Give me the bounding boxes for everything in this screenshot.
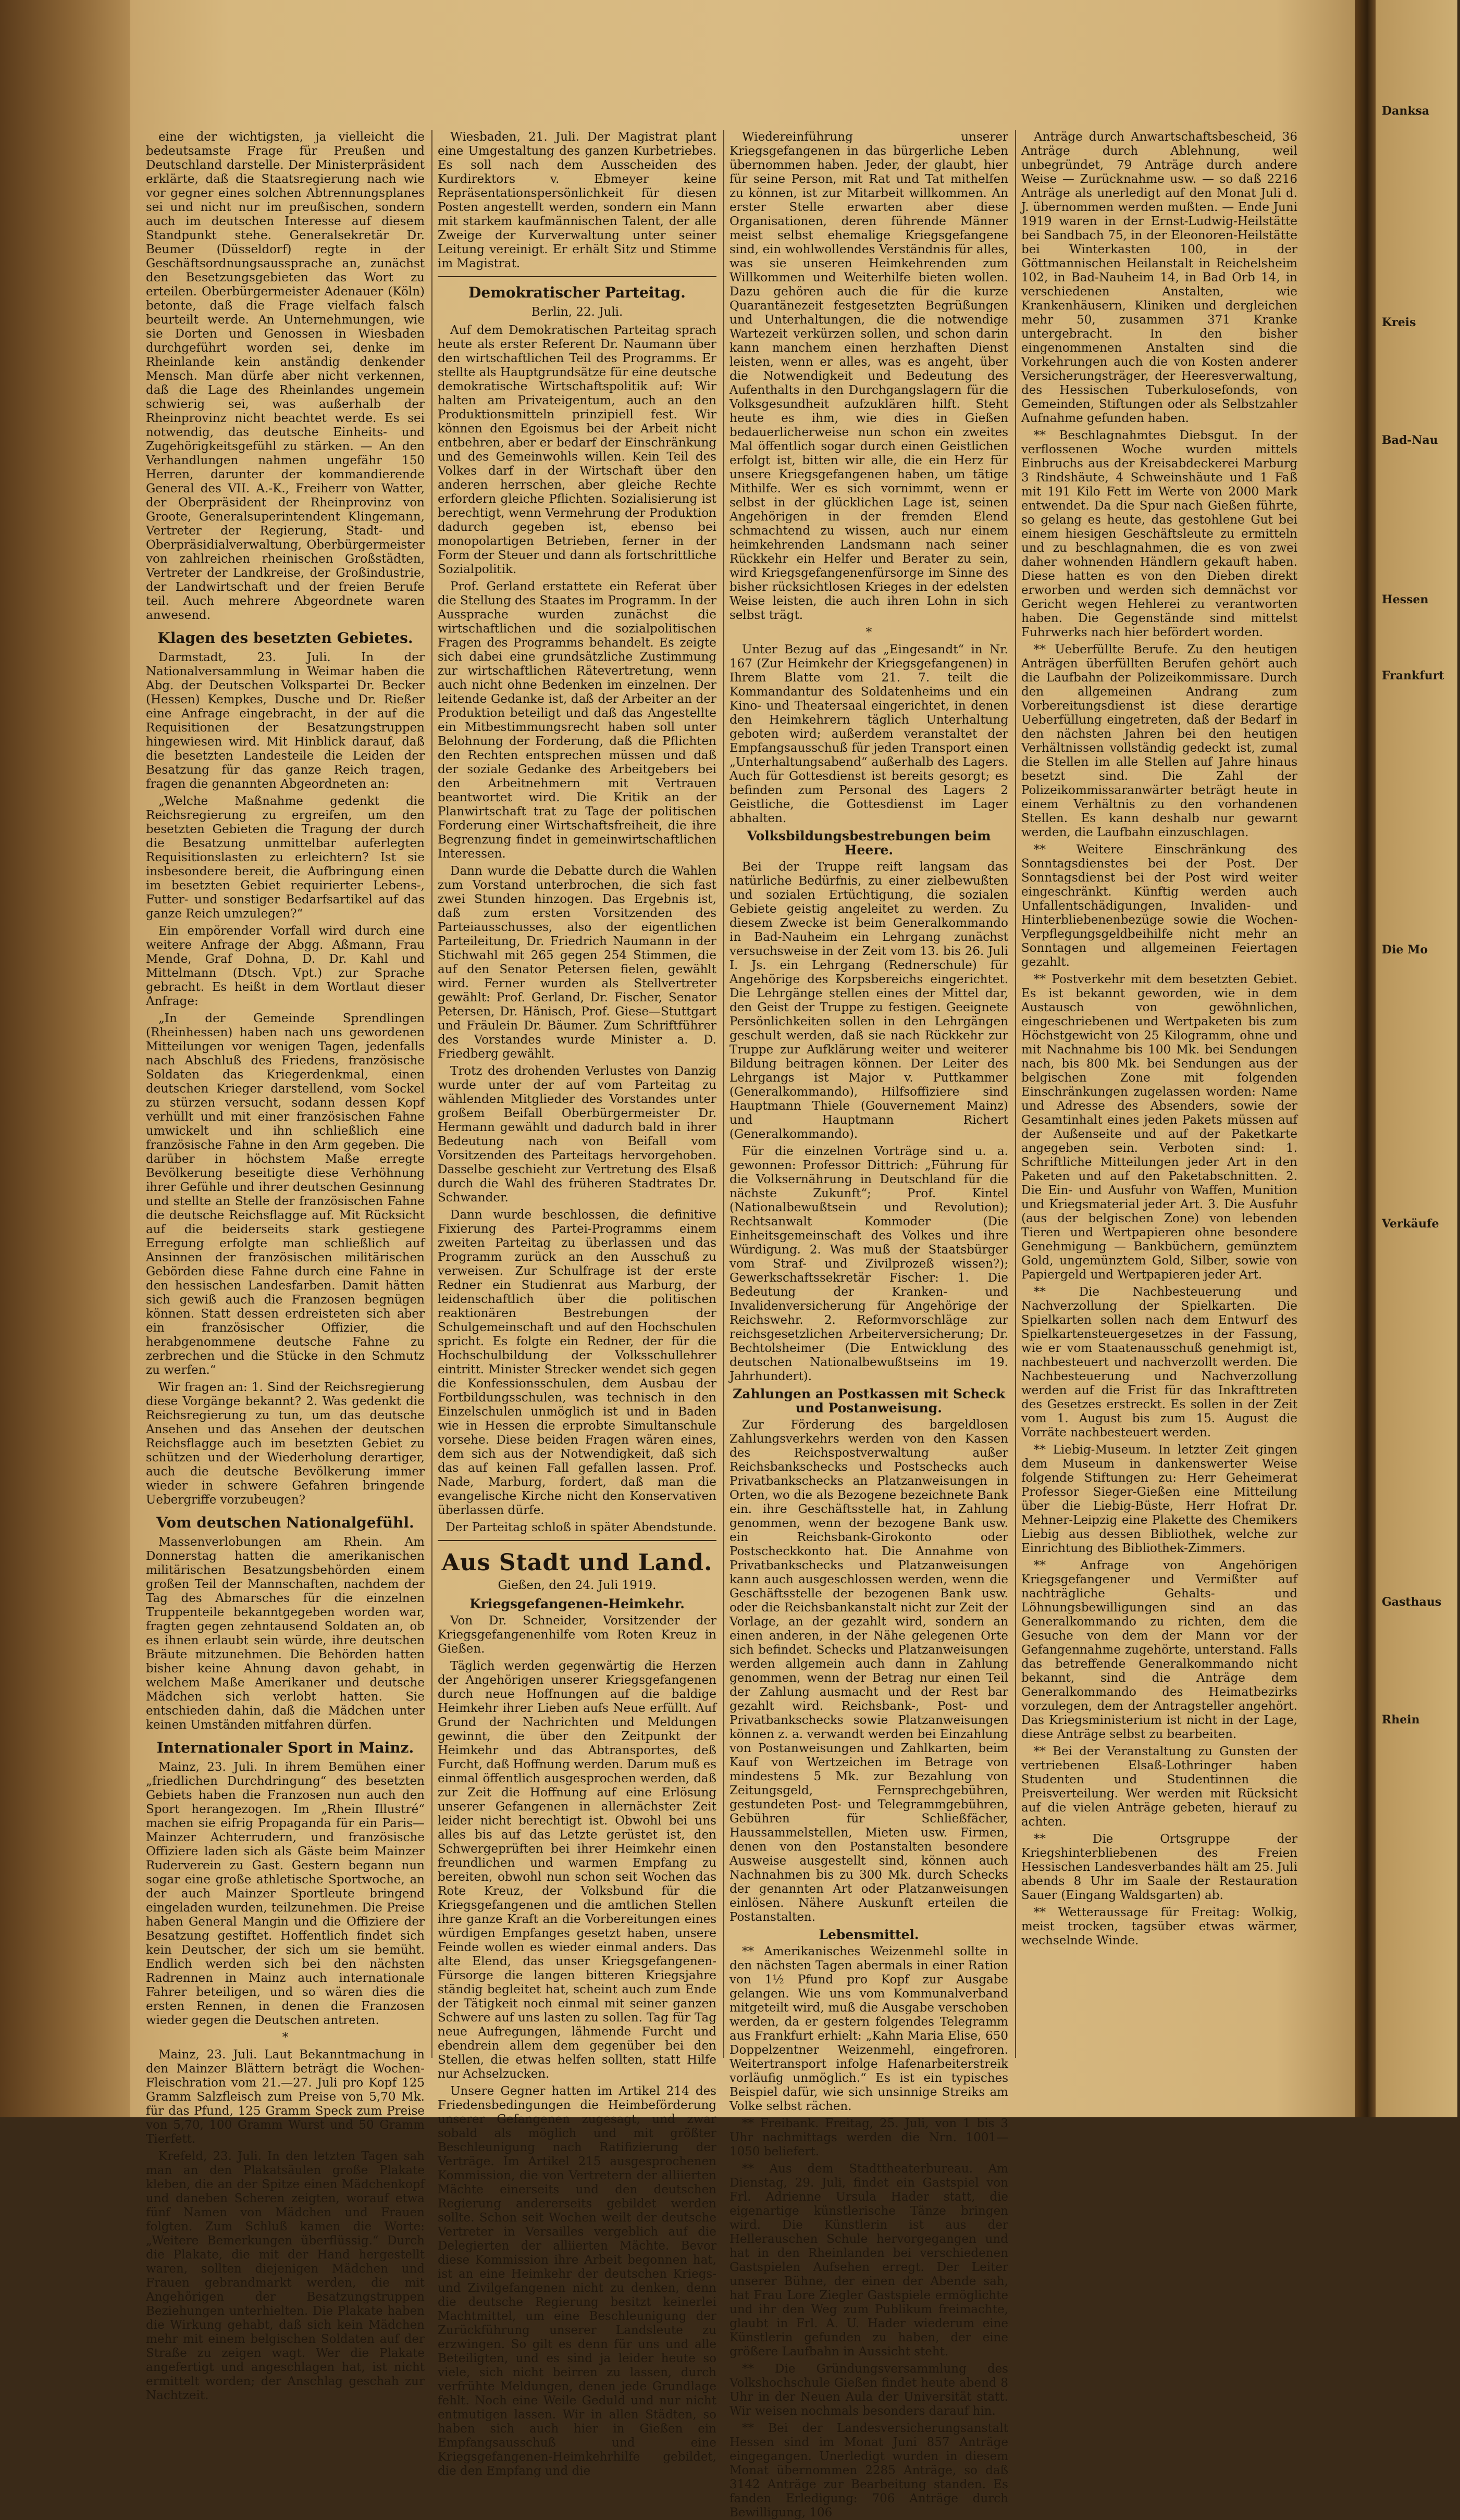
article-spielkarten: ** Die Nachbesteuerung und Nachverzollung der Spielkarten. Die Spielkarten sollen nach dem Entwurf des Spielkartensteuergesetzes in der Fassung, wie er vom Staatenausschuß genehmigt ist, nachbesteuert und nachverzollt werden. Die Nachbesteuerung und Nachverzollung werden auf die Frist für das Inkrafttreten des Gesetzes erstreckt. Es sollen in der Zeit vom 1. August bis zum 15. August die Vorräte nachbesteuert werden. xyxy=(1021,1285,1297,1439)
binding-edge xyxy=(0,0,130,2117)
article-darmstadt-quote: „Welche Maßnahme gedenkt die Reichsregierung zu ergreifen, um den besetzten Gebieten die Tragung der durch die Besatzung unmittelbar auferlegten Requisitionslasten zu erleichtern? Ist sie insbesondere bereit, die Aufbringung einen im besetzten Gebiet requirierter Lebens-, Futter- und sonstiger Bedarfsartikel auf das ganze Reich umzulegen?“ xyxy=(146,795,425,921)
article-national: Massenverlobungen am Rhein. Am Donnerstag hatten die amerikanischen militärischen Besatzungsbehörden einem großen Teil der Mannschaften, nachdem der Tag des Abmarsches für die einzelnen Truppenteile bekanntgegeben worden war, fragten gegen zehntausend Soldaten an, ob es ihnen erlaubt sein würde, ihre deutschen Bräute mitzunehmen. Die Behörden hatten bisher keine Ahnung davon gehabt, in welchem Maße Amerikaner und deutsche Mädchen sich verlobt hatten. Sie entschieden dahin, daß die Mädchen unter keinen Umständen mitfahren dürfen. xyxy=(146,1535,425,1732)
fragment: Danksa xyxy=(1382,104,1430,118)
fragment: Verkäufe xyxy=(1382,1217,1439,1231)
article-zahlungen: Zur Förderung des bargeldlosen Zahlungsverkehrs werden von den Kassen des Reichspostverwaltung außer Reichsbankschecks und Postschecks auch Privatbankschecks an Platzanweisungen in Orten, wo die als Bezogene bezeichnete Bank ein. ihre Geschäftsstelle hat, in Zahlung genommen, wenn der bezogene Bank usw. ein Reichsbank-Girokonto oder Postscheckkonto hat. Die Annahme von Privatbankschecks und Platzanweisungen kann auch ausgeschlossen werden, wenn die Geschäftsstelle der bezogenen Bank usw. oder die Reichsbankanstalt nicht zur Zeit der Vorlage, an der gezahlt wird, sondern an einen anderen, in der Nähe gelegenen Orte sich befindet. Schecks und Platzanweisungen werden allgemein auch dann in Zahlung genommen, wenn der Betrag nur einen Teil der Zahlung ausmacht und der Rest bar gezahlt wird. Reichsbank-, Post- und Privatbankschecks sowie Platzanweisungen können z. a. verwandt werden bei Einzahlung von Postanweisungen und Zahlkarten, beim Kauf von Wertzeichen im Betrage von mindestens 5 Mk. zur Bezahlung von Zeitungsgeld, Fernsprechgebühren, gestundeten Post- und Telegrammgebühren, Gebühren für Schließfächer, Haussammelstellen, Mieten usw. Firmen, denen von den Postanstalten besondere Ausweise ausgestellt sind, können auch Nachnahmen bis zu 300 Mk. durch Schecks der genannten Art oder Platzanweisungen einlösen. Nähere Auskunft erteilen die Postanstalten. xyxy=(729,1418,1008,1924)
fragment: Gasthaus xyxy=(1382,1595,1442,1609)
fragment: Kreis xyxy=(1382,316,1416,329)
fragment: Frankfurt xyxy=(1382,669,1444,682)
article-volk-1: Bei der Truppe reift langsam das natürliche Bedürfnis, zu einer zielbewußten und sozialen Ertüchtigung, die sozialen Gebiete geistig angeleitet zu werden. Zu diesem Zwecke ist beim Generalkommando in Bad-Nauheim ein Lehrgang zunächst versuchsweise in der Zeit vom 13. bis 26. Juli I. Js. ein Lehrgang (Rednerschule) für Angehörige des Korpsbereichs eingerichtet. Die Lehrgänge stellen eines der Mittel dar, den Geist der Truppe zu festigen. Geeignete Persönlichkeiten sollen in den Lehrgängen geschult werden, daß sie nach Rückkehr zur Truppe zur Aufklärung weiter und weiterer Bildung beitragen können. Der Leiter des Lehrgangs ist Major v. Puttkammer (Generalkommando), Hilfsoffiziere sind Hauptmann Thiele (Gouvernement Mainz) und Hauptmann Richert (Generalkommando). xyxy=(729,860,1008,1141)
divider xyxy=(438,276,716,277)
article-wiesbaden: Wiesbaden, 21. Juli. Der Magistrat plant eine Umgestaltung des ganzen Kurbetriebes. Es soll nach dem Ausscheiden des Kurdirektors v. Ebmeyer keine Repräsentationspersönlichkeit für diesen Posten angestellt werden, sondern ein Mann mit starkem kaufmännischen Talent, der alle Zweige der Kurverwaltung unter seiner Leitung vereinigt. Er erhält Sitz und Stimme im Magistrat. xyxy=(438,130,716,270)
article-mainz-fleisch: Mainz, 23. Juli. Laut Bekanntmachung in den Mainzer Blättern beträgt die Wochen-Fleischration vom 21.—27. Juli pro Kopf 125 Gramm Salzfleisch zum Preise von 5,70 Mk. für das Pfund, 125 Gramm Speck zum Preise von 5,70, 100 Gramm Wurst und 50 Gramm Tierfett. xyxy=(146,2048,425,2146)
fragment: Bad-Nau xyxy=(1382,433,1438,447)
column-rule xyxy=(1015,130,1016,2058)
article-volk-2: Für die einzelnen Vorträge sind u. a. gewonnen: Professor Dittrich: „Führung für die Volksernährung in Deutschland für die nächste Zukunft“; Prof. Kintel (Nationalbewußtsein und Revolution); Rechtsanwalt Kommoder (Die Einheitsgemeinschaft des Volkes und ihre Würdigung. 2. Was muß der Staatsbürger vom Straf- und Zivilprozeß wissen?); Gewerkschaftssekretär Fischer: 1. Die Bedeutung der Kranken- und Invalidenversicherung für Angehörige der Reichswehr. 2. Reformvorschläge zur reichsgesetzlichen Arbeiterversicherung; Dr. Bechtolsheimer (Die Entwicklung des deutschen Nationalbewußtseins im 19. Jahrhundert). xyxy=(729,1145,1008,1383)
fragment: Rhein xyxy=(1382,1713,1420,1727)
page-fold xyxy=(1355,0,1376,2117)
article-vorfall: Ein empörender Vorfall wird durch eine weitere Anfrage der Abgg. Aßmann, Frau Mende, Graf Dohna, D. Dr. Kahl und Mittelmann (Dtsch. Vpt.) zur Sprache gebracht. Es heißt in dem Wortlaut dieser Anfrage: xyxy=(146,924,425,1008)
article-heilstaetten: Anträge durch Anwartschaftsbescheid, 36 Anträge durch Ablehnung, weil unbegründet, 79 Anträge durch andere Weise — Zurücknahme usw. — so daß 2216 Anträge als unerledigt auf den Monat Juli d. J. übernommen werden mußten. — Ende Juni 1919 waren in der Ernst-Ludwig-Heilstätte bei Sandbach 75, in der Eleonoren-Heilstätte bei Winterkasten 100, in der Göttmannischen Heilanstalt in Reichelsheim 102, in Bad-Nauheim 14, in Bad Orb 14, in verschiedenen Anstalten, wie Krankenhäusern, Kliniken und dergleichen mehr 50, zusammen 371 Kranke untergebracht. In den bisher eingenommenen Anstalten sind die Vorkehrungen auch die von Kosten anderer Versicherungsträger, der Heeresverwaltung, des Hessischen Tuberkulosefonds, von Gemeinden, Stiftungen oder als Selbstzahler Aufnahme gefunden haben. xyxy=(1021,130,1297,425)
article-weizenmehl: ** Amerikanisches Weizenmehl sollte in den nächsten Tagen abermals in einer Ration von 1½ Pfund pro Kopf zur Ausgabe gelangen. Wie uns vom Kommunalverband mitgeteilt wird, muß die Ausgabe verschoben werden, da er gestern folgendes Telegramm aus Frankfurt erhielt: „Kahn Maria Elise, 650 Doppelzentner Weizenmehl, eingefroren. Weitertransport infolge Hafenarbeiterstreik vorläufig unmöglich.“ Es ist ein typisches Beispiel dafür, wie sich unsinnige Streiks am Volke selbst rächen. xyxy=(729,1945,1008,2113)
column-1 xyxy=(146,130,425,2402)
article-sonntagsdienst: ** Weitere Einschränkung des Sonntagsdienstes bei der Post. Der Sonntagsdienst bei der Post wird weiter eingeschränkt. Künftig werden auch Unfallentschädigungen, Invaliden- und Hinterbliebenenbezüge sowie die Wochen-Verpflegungsgeldbeihilfe nicht mehr an Sonntagen und allgemeinen Feiertagen gezahlt. xyxy=(1021,843,1297,969)
article-demo-4: Trotz des drohenden Verlustes von Danzig wurde unter der auf vom Parteitag zu wählenden Mitglieder des Vorstandes unter großem Beifall Oberbürgermeister Dr. Hermann gewählt und dadurch bald in ihrer Bedeutung nach von Beifall vom Vorsitzenden des Parteitags hervorgehoben. Dasselbe geschieht zur Vertretung des Elsaß durch die Wahl des früheren Stadtrates Dr. Schwander. xyxy=(438,1064,716,1205)
article-angehoerige: ** Anfrage von Angehörigen Kriegsgefangener und Vermißter auf nachträgliche Gehalts- und Löhnungsbewilligungen sind an das Generalkommando zu richten, dem die Gesuche von dem der Mann vor der Gefangennahme zugehörte, unterstand. Falls das betreffende Generalkommando nicht bekannt, sind die Anträge dem Generalkommando des Heimatbezirks vorzulegen, dem der Antragsteller angehört. Das Kriegsministerium ist nicht in der Lage, diese Anträge selbst zu bearbeiten. xyxy=(1021,1559,1297,1741)
article-diebsgut: ** Beschlagnahmtes Diebsgut. In der verflossenen Woche wurden mittels Einbruchs aus der Kreisabdeckerei Marburg 3 Rindshäute, 4 Schweinshäute und 1 Faß mit 191 Kilo Fett im Werte von 2000 Mark entwendet. Da die Spur nach Gießen führte, so gelang es heute, das gestohlene Gut bei einem hiesigen Geschäftsleute zu ermitteln und zu beschlagnahmen, die es von zwei daher wohnenden Händlern gekauft haben. Diese hatten es von den Dieben direkt erworben und werden sich demnächst vor Gericht wegen Hehlerei zu verantworten haben. Die Gegenstände sind mittelst Fuhrwerks nach hier befördert worden. xyxy=(1021,429,1297,639)
adjacent-page-fragments xyxy=(1382,104,1460,1734)
heading-kriegsgefangenen: Kriegsgefangenen-Heimkehr. xyxy=(469,1596,685,1611)
separator-star: * xyxy=(865,626,872,639)
article-darmstadt: Darmstadt, 23. Juli. In der Nationalversammlung in Weimar haben die Abg. der Deutschen Volkspartei Dr. Becker (Hessen) Kempkes, Dusche und Dr. Rießer eine Anfrage eingebracht, in der auf die Requisitionen der Besatzungstruppen hingewiesen wird. Mit Hinblick darauf, daß die besetzten Landesteile die Leiden der Besatzung für das ganze Reich tragen, fragen die genannten Abgeordneten an: xyxy=(146,651,425,791)
article-demo-end: Der Parteitag schloß in später Abendstunde. xyxy=(446,1521,716,1534)
article-kriegs-3: Unsere Gegner hatten im Artikel 214 des Friedensbedingungen die Heimbeförderung unserer Gefangenen zugesagt, und zwar sobald als möglich und mit größter Beschleunigung nach Ratifizierung der Verträge. Im Artikel 215 ausgesprochenen Kommission, die von Vertretern der alliierten Mächte einerseits und den deutschen Regierung andererseits gebildet werden sollte. Schon seit Wochen weilt der deutsche Vertreter in Versailles vergeblich auf die Delegierten der alliierten Mächte. Bevor diese Kommission ihre Arbeit begonnen hat, ist an eine Heimkehr der deutschen Kriegs- und Zivilgefangenen nicht zu denken, denn die deutsche Regierung besitzt keinerlei Machtmittel, um eine Beschleunigung der Zurückführung unserer Landsleute zu erzwingen. So gilt es denn für uns und alle Beteiligten, und es sind ja leider heute so viele, sich nicht beirren zu lassen, durch verfrühte Meldungen, denen jede Grundlage fehlt. Noch eine Weile Geduld und nur nicht entmutigen lassen. Wir in allen Städten, so haben sich auch hier in Gießen ein Empfangsausschuß und eine Kriegsgefangenen-Heimkehrhilfe gebildet, die den Empfang und die xyxy=(438,2084,716,2478)
article-krefeld: Krefeld, 23. Juli. In den letzten Tagen sah man an den Plakatsäulen große Plakate kleben, die an der Spitze einen Mädchenkopf und daneben Scheren zeigten, worauf etwa fünf Namen von Mädchen und Frauen folgten. Zum Schluß kamen die Worte: „Weitere Bemerkungen überflüssig.“ Durch die Plakate, die mit der Hand hergestellt waren, sollten diejenigen Mädchen und Frauen gebrandmarkt werden, die mit Angehörigen der Besatzungstruppen Beziehungen unterhielten. Die Plakate haben die Wirkung gehabt, daß sich kein Mädchen mehr mit einem belgischen Soldaten auf der Straße zu zeigen wagt. Wer die Plakate angefertigt und angeschlagen hat, ist nicht ermittelt worden; der Anschlag geschah zur Nachtzeit. xyxy=(146,2150,425,2402)
article-stadttheater: ** Aus dem Stadttheaterbureau. Am Dienstag, 29. Juli, findet ein Gastspiel von Frl. Adrienne Ursula Hader statt, die eigenartige künstlerische Tänze bringen wird. Die Künstlerin ist aus der Hellerauschen Schule hervorgegangen und hat in den Rheinlanden bei verschiedenen Gastspielen Aufsehen erregt. Der Leiter unserer Bühne, der einen der Abende sah, hat Frau Lore Ziegler Gastspiele ermöglichte und ihr den Weg zum Publikum freimachte, glaubt in Frl. A. U. Hader wiederum eine Künstlerin gefunden zu haben, der eine größere Laufbahn in Aussicht steht. xyxy=(729,2162,1008,2358)
column-3 xyxy=(729,130,1008,2519)
article-ortsgruppe: ** Die Ortsgruppe der Kriegshinterbliebenen des Freien Hessischen Landesverbandes hält am 25. Juli abends 8 Uhr im Saale der Restauration Sauer (Eingang Waldsgarten) ab. xyxy=(1021,1832,1297,1902)
newspaper-page xyxy=(130,0,1376,2519)
article-demo-3: Dann wurde die Debatte durch die Wahlen zum Vorstand unterbrochen, die sich fast zwei Stunden hinzogen. Das Ergebnis ist, daß zum ersten Vorsitzenden des Parteiausschusses, also der eigentlichen Parteileitung, Dr. Friedrich Naumann in der Stichwahl mit 265 gegen 254 Stimmen, die auf den Senator Petersen fielen, gewählt wird. Ferner wurden als Stellvertreter gewählt: Prof. Gerland, Dr. Fischer, Senator Petersen, Dr. Hänisch, Prof. Giese—Stuttgart und Fräulein Dr. Bäumer. Zum Schriftführer des Vorstandes wurde Minister a. D. Friedberg gewählt. xyxy=(438,864,716,1061)
heading-demokratischer-parteitag: Demokratischer Parteitag. xyxy=(468,284,686,301)
article-wetter: ** Wetteraussage für Freitag: Wolkig, meist trocken, tagsüber etwas wärmer, wechselnde Winde. xyxy=(1021,1906,1297,1947)
heading-stadt-und-land: Aus Stadt und Land. xyxy=(441,1549,713,1576)
article-sprendlingen: „In der Gemeinde Sprendlingen (Rheinhessen) haben nach uns gewordenen Mitteilungen vor wenigen Tagen, jedenfalls nach Abschluß des Friedens, französische Soldaten das Kriegerdenkmal, einen deutschen Krieger darstellend, vom Sockel zu stürzen versucht, sodann dessen Kopf verhüllt und mit einer französischen Fahne umwickelt und ihn schließlich eine französische Fahne in den Arm gegeben. Die darüber in höchstem Maße erregte Bevölkerung beseitigte diese Verhöhnung ihrer Gefühle und ihrer deutschen Gesinnung und stellte an Stelle der französischen Fahne die deutsche Reichsflagge auf. Mit Rücksicht auf die beiderseits stark gestiegene Erregung erfolgte man schließlich auf Ansinnen der französischen militärischen Gebörden diese Fahne durch eine Fahne in den hessischen Landesfarben. Damit hätten sich gewiß auch die Franzosen begnügen können. Statt dessen erdreisteten sich aber ein französischer Offizier, die herabgenommene deutsche Fahne zu zerbrechen und die Stücke in den Schmutz zu werfen.“ xyxy=(146,1012,425,1377)
fragment: Die Mo xyxy=(1382,943,1428,957)
article-kriegs-continued: Wiedereinführung unserer Kriegsgefangenen in das bürgerliche Leben übernommen haben. Jeder, der glaubt, hier für seine Person, mit Rat und Tat mithelfen zu können, ist zur Mitarbeit willkommen. An erster Stelle erwarten aber diese Organisationen, deren führende Männer meist selbst ehemalige Kriegsgefangene sind, ein wohlwollendes Verständnis für alles, was sie unseren Heimkehrenden zum Willkommen und Weiterhilfe bieten wollen. Dazu gehören auch die für die kurze Quarantänezeit festgesetzten Begrüßungen und Unterhaltungen, die die notwendige Wartezeit verkürzen sollen, und schon darin kann manchem einen herzhaften Dienst leisten, wenn er alles, was es angeht, über die Notwendigkeit und Bedeutung des Aufenthalts in den Durchgangslagern für die Volksgesundheit aufzuklären hilft. Steht heute es ihm, wie dies in Gießen bedauerlicherweise nun schon ein zweites Mal öffentlich sogar durch einen Geistlichen erfolgt ist, bitten wir alle, die ein Herz für unsere Kriegsgefangenen haben, um tätige Mithilfe. Wer es sich vornimmt, wenn er selbst in der glücklichen Lage ist, seinen Angehörigen in der fremden Elend schmachtend zu wissen, auch nur einem heimkehrenden Landsmann nach seiner Rückkehr ein Helfer und Berater zu sein, wird Kriegsgefangenenfürsorge im Sinne des bisher rücksichtlosen Krieges in der edelsten Weise leisten, die auch ihren Lohn in sich selbst trägt. xyxy=(729,130,1008,622)
article-eingesandt: Unter Bezug auf das „Eingesandt“ in Nr. 167 (Zur Heimkehr der Kriegsgefangenen) in Ihrem Blatte vom 21. 7. teilt die Kommandantur des Soldatenheims und ein Kino- und Theatersaal eingerichtet, in denen den Heimkehrern täglich Unterhaltung geboten wird; außerdem veranstaltet der Empfangsausschuß für jeden Transport einen „Unterhaltungsabend“ außerhalb des Lagers. Auch für Gottesdienst ist bereits gesorgt; es befinden zum Personal des Lagers 2 Geistliche, die Gottesdienst im Lager abhalten. xyxy=(729,643,1008,825)
article-fragen: Wir fragen an: 1. Sind der Reichsregierung diese Vorgänge bekannt? 2. Was gedenkt die Reichsregierung zu tun, um das deutsche Ansehen und das Ansehen der deutschen Reichsflagge auch im besetzten Gebiet zu schützen und der Wiederholung derartiger, auch die deutsche Bevölkerung immer wieder in schwere Gefahren bringende Uebergriffe vorzubeugen? xyxy=(146,1381,425,1507)
article-demo-5: Dann wurde beschlossen, die definitive Fixierung des Partei-Programms einem zweiten Parteitag zu überlassen und das Programm zurück an den Ausschuß zu verweisen. Zur Schulfrage ist der erste Redner ein Studienrat aus Marburg, der leidenschaftlich über die politischen reaktionären Bestrebungen der Schulgemeinschaft und auf den Hochschulen spricht. Es folgte ein Redner, der für die Hochschulbildung der Volksschullehrer eintritt. Minister Strecker wendet sich gegen die Konfessionsschulen, dem Ausbau der Fortbildungsschulen, was technisch in den Einzelschulen unmöglich ist und in Baden wie in Hessen die erprobte Simultanschule vorsehe. Diese beiden Fragen wären eines, dem sich aus der Notwendigkeit, daß sich das auf keinen Fall gefallen lassen. Prof. Nade, Marburg, fordert, daß man die evangelische Kirche nicht den Konservativen überlassen dürfe. xyxy=(438,1208,716,1517)
divider xyxy=(438,1540,716,1541)
article-kriegs-byline: Von Dr. Schneider, Vorsitzender der Kriegsgefangenenhilfe vom Roten Kreuz in Gießen. xyxy=(438,1614,716,1656)
article-berufe: ** Ueberfüllte Berufe. Zu den heutigen Anträgen überfüllten Berufen gehört auch die Laufbahn der Polizeikommissare. Durch den allgemeinen Andrang zum Vorbereitungsdienst ist diese derartige Ueberfüllung eingetreten, daß der Bedarf in den nächsten Jahren bei den heutigen Verhältnissen vollständig gedeckt ist, zumal die Stellen im alle Stellen auf Jahre hinaus besetzt sind. Die Zahl der Polizeikommissaranwärter beträgt heute in einem Verhältnis zu den vorhandenen Stellen. Es kann deshalb nur gewarnt werden, die Laufbahn einzuschlagen. xyxy=(1021,643,1297,839)
column-rule xyxy=(431,130,432,2058)
column-4 xyxy=(1021,130,1297,2084)
article-liebig-museum: ** Liebig-Museum. In letzter Zeit gingen dem Museum in dankenswerter Weise folgende Stiftungen zu: Herr Geheimerat Professor Sieger-Gießen eine Mitteilung über die Liebig-Büste, Herr Hofrat Dr. Mehner-Leipzig eine Plakette des Chemikers Liebig aus dessen Bibliothek, welche zur Einrichtung des Bibliothek-Zimmers. xyxy=(1021,1443,1297,1555)
article-elsass: ** Bei der Veranstaltung zu Gunsten der vertriebenen Elsaß-Lothringer haben Studenten und Studentinnen die Preisverteilung. Wer werden mit Rücksicht auf die vielen Anträge gebeten, hierauf zu achten. xyxy=(1021,1745,1297,1829)
article-freibank: ** Freibank. Freitag, 25. Juli, von 1 bis 3 Uhr nachmittags werden die Nrn. 1001—1050 beliefert. xyxy=(729,2117,1008,2158)
article-demo-1: Auf dem Demokratischen Parteitag sprach heute als erster Referent Dr. Naumann über den wirtschaftlichen Teil des Programms. Er stellte als Hauptgrundsätze für eine deutsche demokratische Wirtschaftspolitik auf: Wir halten am Privateigentum, auch an den Produktionsmitteln prinzipiell fest. Wir können den Egoismus bei der Arbeit nicht entbehren, aber er bedarf der Einschränkung und des Gemeinwohls willen. Kein Teil des Volkes darf in der Wirtschaft über den anderen herrschen, aber gleiche Rechte erfordern gleiche Pflichten. Sozialisierung ist berechtigt, wenn Vermehrung der Produktion dadurch gegeben ist, ebenso bei monopolartigen Betrieben, ferner in der Form der Steuer und dann als fortschrittliche Sozialpolitik. xyxy=(438,324,716,576)
article-rheinland-intro: eine der wichtigsten, ja vielleicht die bedeutsamste Frage für Preußen und Deutschland darstelle. Der Ministerpräsident erklärte, daß die Staatsregierung nach wie vor gegner eines solchen Abtrennungsplanes sei und nicht nur im preußischen, sondern auch im deutschen Interesse auf diesem Standpunkt stehe. Generalsekretär Dr. Beumer (Düsseldorf) regte in der Geschäftsordnungsaussprache an, zunächst den Besetzungsgebieten das Wort zu erteilen. Oberbürgermeister Adenauer (Köln) betonte, daß die Frage vielfach falsch beurteilt werde. An Unternehmungen, wie sie Dorten und Genossen in Wiesbaden durchgeführt worden sei, denke im Rheinlande kein anständig denkender Mensch. Man dürfe aber nicht verkennen, daß die Lage des Rheinlandes ungemein schwierig sei, was außerhalb der Rheinprovinz nicht beachtet werde. Es sei notwendig, das deutsche Einheits- und Zugehörigkeitsgefühl zu stärken. — An den Verhandlungen nahmen ungefähr 150 Herren, darunter der kommandierende General des VII. A.-K., Freiherr von Watter, der Oberpräsident der Rheinprovinz von Groote, Generalsuperintendent Klingemann, Vertreter der Regierung, Stadt- und Oberpräsidialverwaltung, Oberbürgermeister von zahlreichen rheinischen Großstädten, Vertreter der Landkreise, der Großindustrie, der Landwirtschaft und der freien Berufe teil. Auch mehrere Abgeordnete waren anwesend. xyxy=(146,130,425,622)
article-postverkehr: ** Postverkehr mit dem besetzten Gebiet. Es ist bekannt geworden, wie in dem Austausch von gewöhnlichen, eingeschriebenen und Wertpaketen bis zum Höchstgewicht von 25 Kilogramm, ohne und mit Nachnahme bis 100 Mk. bei Sendungen nach, bis 800 Mk. bei Sendungen aus der belgischen Zone mit folgenden Einschränkungen zugelassen worden: Name und Adresse des Absenders, sowie der Gesamtinhalt eines jeden Pakets müssen auf der Außenseite und auf der Paketkarte angegeben sein. Verboten sind: 1. Schriftliche Mitteilungen jeder Art in den Paketen und auf den Paketabschnitten. 2. Die Ein- und Ausfuhr von Waffen, Munition und Kriegsmaterial jeder Art. 3. Die Ausfuhr (aus der belgischen Zone) von lebenden Tieren und Wertpapieren ohne besondere Genehmigung — Bankbüchern, gemünztem Gold, ungemünztem Gold, Silber, sowie von Papiergeld und Wertpapieren jeder Art. xyxy=(1021,973,1297,1282)
separator-star: * xyxy=(282,2031,289,2044)
dateline-giessen: Gießen, den 24. Juli 1919. xyxy=(498,1579,657,1592)
article-landesversicherung: ** Bei der Landesversicherungsanstalt Hessen sind im Monat Juni 857 Anträge eingegangen. Unerledigt wurden in diesem Monat übernommen 2285 Anträge, so daß 3142 Anträge zur Bearbeitung standen. Es fanden Erledigung: 706 Anträge durch Bewilligung, 106 xyxy=(729,2422,1008,2519)
article-sport: Mainz, 23. Juli. In ihrem Bemühen einer „friedlichen Durchdringung“ des besetzten Gebiets haben die Franzosen nun auch den Sport herangezogen. Im „Rhein Illustré“ machen sie eifrig Propaganda für ein Paris—Mainzer Achterrudern, und französische Offiziere laden sich als Gäste beim Mainzer Ruderverein zu Gast. Gestern begann nun sogar eine große athletische Sportwoche, an der auch Mainzer Sportleute bringend eingeladen wurden, teilzunehmen. Die Preise haben General Mangin und die Offiziere der Besatzung gestiftet. Hoffentlich findet sich kein Deutscher, der sich um sie bemüht. Endlich werden sich bei den nächsten Radrennen in Mainz auch internationale Fahrer beteiligen, und so wären dies die ersten Rennen, in denen die Franzosen wieder gegen die Deutschen antreten. xyxy=(146,1760,425,2027)
heading-lebensmittel: Lebensmittel. xyxy=(819,1927,919,1942)
article-volkshochschule: ** Die Gründungsversammlung des Volkshochschule Gießen findet heute abend 8 Uhr in der Neuen Aula der Universität statt. Wir weisen nochmals besonders darauf hin. xyxy=(729,2362,1008,2418)
column-2 xyxy=(438,130,717,2478)
heading-zahlungen: Zahlungen an Postkassen mit Scheck und Postanweisung. xyxy=(733,1386,1005,1416)
article-kriegs-2: Täglich werden gegenwärtig die Herzen der Angehörigen unserer Kriegsgefangenen durch neue Hoffnungen auf die baldige Heimkehr ihrer Lieben aufs Neue erfüllt. Auf Grund der Nachrichten und Meldungen gewinnt, die über den Zeitpunkt der Heimkehr und das Abtransportes, deß Furcht, daß Hoffnung werden. Darum muß es einmal öffentlich ausgesprochen werden, daß zur Zeit die Hoffnung auf eine Erlösung unserer Gefangenen in allernächster Zeit leider nicht berechtigt ist. Obwohl bei uns alles bis auf das Letzte gerüstet ist, den Schwergeprüften bei ihrer Heimkehr einen freundlichen und warmen Empfang zu bereiten, obwohl nun schon seit Wochen das Rote Kreuz, der Volksbund für die Kriegsgefangenen und die amtlichen Stellen ihre ganze Kraft an die Vorbereitungen eines würdigen Empfanges gesetzt haben, unsere Feinde wollen es wieder einmal anders. Das alte Elend, das unser Kriegsgefangenen-Fürsorge die langen bitteren Kriegsjahre ständig begleitet hat, scheint auch zum Ende der Tätigkeit noch einmal mit seiner ganzen Schwere auf uns lasten zu sollen. Tag für Tag neue Aufregungen, lähmende Furcht und ebendrein allem dem gegenüber bei den Stellen, die etwas helfen sollten, statt Hilfe nur Achselzucken. xyxy=(438,1659,717,2081)
dateline-berlin: Berlin, 22. Juli. xyxy=(531,305,623,319)
heading-national: Vom deutschen Nationalgefühl. xyxy=(156,1514,414,1531)
adjacent-page xyxy=(1376,0,1457,2117)
article-demo-2: Prof. Gerland erstattete ein Referat über die Stellung des Staates im Programm. In der Aussprache wurden zunächst die wirtschaftlichen und die sozialpolitischen Fragen des Programms behandelt. Es zeigte sich dabei eine grundsätzliche Zustimmung zur wirtschaftlichen Rätevertretung, wenn auch nicht ohne Bedenken im einzelnen. Der leitende Gedanke ist, daß der Arbeiter an der Produktion beteiligt und daß das Angestellte ein Mitbestimmungsrecht haben soll unter Belohnung der Forderung, daß die Pflichten den Rechten entsprechen müssen und daß der soziale Gedanke des Arbeitgebers bei den Arbeitnehmern mit Vertrauen beantwortet wird. Die Kritik an der Planwirtschaft trat zu Tage der politischen Forderung einer Wirtschaftsfreiheit, die ihre Begrenzung findet in gemeinwirtschaftlichen Interessen. xyxy=(438,580,716,861)
fragment: Hessen xyxy=(1382,593,1429,606)
heading-sport: Internationaler Sport in Mainz. xyxy=(156,1739,414,1756)
column-rule xyxy=(723,130,724,2058)
heading-klagen: Klagen des besetzten Gebietes. xyxy=(157,629,413,647)
heading-volksbildung: Volksbildungsbestrebungen beim Heere. xyxy=(747,828,991,858)
